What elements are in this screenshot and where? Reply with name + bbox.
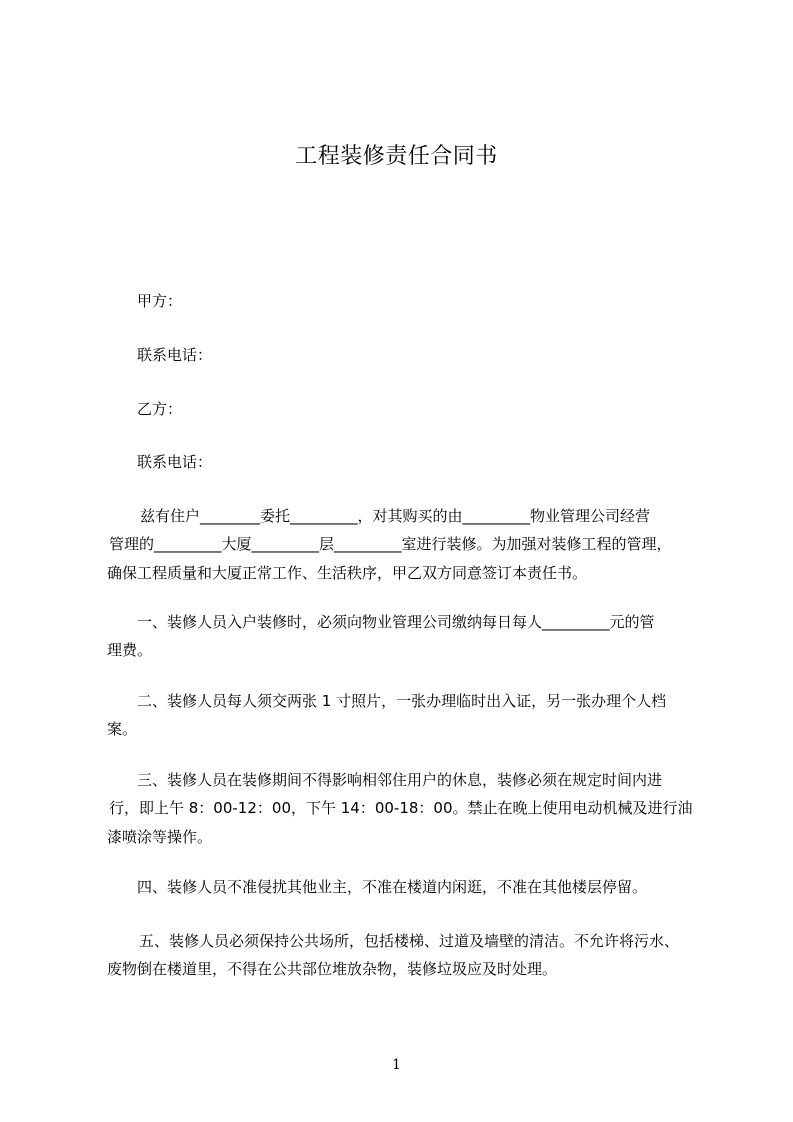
intro-line-1: 兹有住户________委托_________，对其购买的由_________物业管理公司经营 [140, 507, 651, 525]
clause-2-line-2: 案。 [107, 720, 138, 738]
party-a-phone-label: 联系电话： [137, 346, 213, 364]
clause-4-line-1: 四、装修人员不准侵扰其他业主，不准在楼道内闲逛，不准在其他楼层停留。 [137, 878, 648, 896]
clause-5-line-1: 五、装修人员必须保持公共场所，包括楼梯、过道及墙壁的清洁。不允许将污水、 [139, 932, 680, 950]
intro-line-2: 管理的_________大厦_________层_________室进行装修。为加强对装修工程的管理， [109, 535, 672, 553]
clause-5-line-2: 废物倒在楼道里，不得在公共部位堆放杂物，装修垃圾应及时处理。 [107, 960, 558, 978]
page-number: 1 [392, 1057, 401, 1073]
document-title: 工程装修责任合同书 [295, 144, 498, 169]
clause-2-line-1: 二、装修人员每人须交两张 1 寸照片，一张办理临时出入证，另一张办理个人档 [137, 692, 667, 710]
intro-line-3: 确保工程质量和大厦正常工作、生活秩序，甲乙双方同意签订本责任书。 [107, 564, 588, 582]
clause-1-line-1: 一、装修人员入户装修时，必须向物业管理公司缴纳每日每人_________元的管 [137, 613, 655, 631]
party-b-phone-label: 联系电话： [137, 453, 213, 471]
clause-1-line-2: 理费。 [107, 641, 153, 659]
party-a-label: 甲方： [137, 292, 183, 310]
clause-3-line-1: 三、装修人员在装修期间不得影响相邻住用户的休息，装修必须在规定时间内进 [137, 771, 663, 789]
clause-3-line-3: 漆喷涂等操作。 [107, 828, 213, 846]
party-b-label: 乙方： [137, 400, 183, 418]
clause-3-line-2: 行，即上午 8：00-12：00，下午 14：00-18：00。禁止在晚上使用电动机械及进行油 [109, 799, 693, 817]
